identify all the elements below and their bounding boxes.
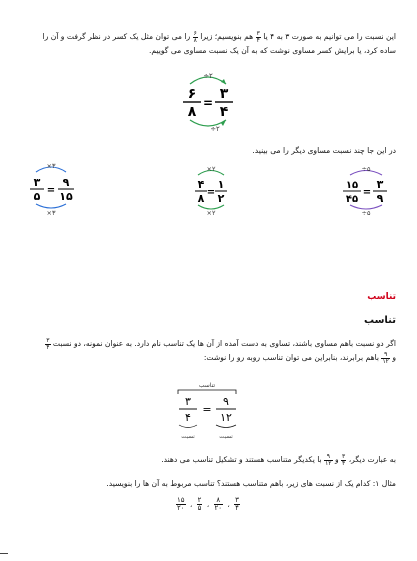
page-edge-mark [0,553,8,554]
ratio-label-right: نسبت [219,434,233,440]
right-denominator: ۱۲ [220,411,232,424]
fraction: $\frac{۶}{۸}$ [193,29,197,44]
right-numerator: ۹ [62,176,70,189]
fraction: $\frac{۹}{۱۲}$ [325,452,332,467]
left-numerator: ۱۵ [345,180,359,191]
right-numerator: ۳ [219,86,229,102]
bottom-operator-label: ×۲ [206,209,216,216]
top-operator-label: ×۲ [206,165,216,173]
fraction: $\frac{۸}{۲۰}$ [214,496,223,512]
arrow-bottom [36,204,66,208]
equals-sign: = [362,187,372,198]
bracket-top [178,390,236,394]
fraction: $\frac{۱۵}{۲۰}$ [177,496,185,512]
right-denominator: ۹ [376,192,384,205]
example-ratio-3 [338,164,394,216]
equals-sign: = [202,403,212,416]
bottom-operator-label: ×۳ [46,209,56,216]
fraction: $\frac{۳}{۴}$ [342,452,346,467]
left-denominator: ۴ [185,411,191,424]
brace-right [216,425,236,428]
equals-sign: = [206,187,216,198]
right-denominator: ۴ [219,104,229,120]
left-numerator: ۳ [33,176,41,189]
definition-line-2: و $\frac{۹}{۱۲}$ باهم برابرند، بنابراین می توان تناسب روبه رو را نوشت: [203,350,396,365]
right-denominator: ۲ [217,192,225,205]
example-fractions: $\frac{۱۵}{۲۰}$ ، $\frac{۲}{۵}$ ، $\frac{۸}{۲۰}$ ، $\frac{۳}{۴}$ [177,496,239,512]
brace-left [179,425,197,428]
right-numerator: ۳ [376,178,384,191]
top-operator-label: ×۳ [46,162,56,170]
bottom-operator-label: ÷۲ [210,125,220,132]
left-numerator: ۴ [197,178,205,191]
left-numerator: ۶ [187,86,197,102]
example-ratio-1 [24,160,82,216]
equals-sign: = [202,96,214,110]
proportion-figure [168,380,246,442]
intro-paragraph [24,30,396,58]
left-denominator: ۴۵ [345,194,359,205]
example-question: مثال ۱: کدام یک از نسبت های زیر، باهم متناسب هستند؟ تناسب مربوط به آن ها را بنویسید. [106,479,396,488]
intro-line-1: این نسبت را می توانیم به صورت ۳ به ۴ یا $\frac{۳}{۴}$ هم بنویسیم؛ زیرا $\frac{۶}{۸}$ را می توان مثل یک کسر در نظر گرفت و آن را [42,29,396,44]
equals-sign: = [46,185,56,196]
arrow-bottom [190,120,226,126]
proportion-explanation: به عبارت دیگر، $\frac{۳}{۴}$ و $\frac{۹}{۱۲}$ با یکدیگر متناسب هستند و تشکیل تناسب می دهند. [161,452,396,467]
section-red-heading: تناسب [367,292,396,302]
fraction: $\frac{۳}{۴}$ [256,29,260,44]
ratio-label-left: نسبت [181,434,195,440]
fraction: $\frac{۳}{۴}$ [235,496,239,512]
fraction: $\frac{۳}{۴}$ [46,336,50,351]
fraction: $\frac{۲}{۵}$ [197,496,202,512]
right-numerator: ۹ [223,395,229,408]
section-heading: تناسب [363,315,396,326]
bottom-operator-label: ÷۵ [361,209,371,216]
left-denominator: ۸ [187,104,197,120]
fraction: $\frac{۹}{۱۲}$ [382,350,389,365]
left-denominator: ۸ [197,192,205,205]
definition-line-1: اگر دو نسبت باهم مساوی باشند، تساوی به دست آمده از آن ها یک تناسب نام دارد. به عنوان نمونه، دو نسبت $\frac{۳}{۴}$ [46,336,396,351]
proportion-definition [24,337,396,365]
intro-line-2: ساده کرد، یا برایش کسر مساوی نوشت که به آن یک نسبت مساوی می گوییم. [149,46,396,55]
more-ratios-text: در این جا چند نسبت مساوی دیگر را می بینید. [252,146,396,155]
proportion-label: تناسب [198,382,216,389]
right-numerator: ۱ [217,178,225,191]
top-operator-label: ÷۲ [203,72,213,80]
right-denominator: ۱۵ [59,190,73,203]
example-ratio-2 [188,164,234,216]
top-operator-label: ÷۵ [361,165,371,173]
left-numerator: ۳ [185,395,191,408]
arrow-head [221,79,226,84]
figure-equal-ratio [168,70,248,132]
left-denominator: ۵ [33,190,41,203]
